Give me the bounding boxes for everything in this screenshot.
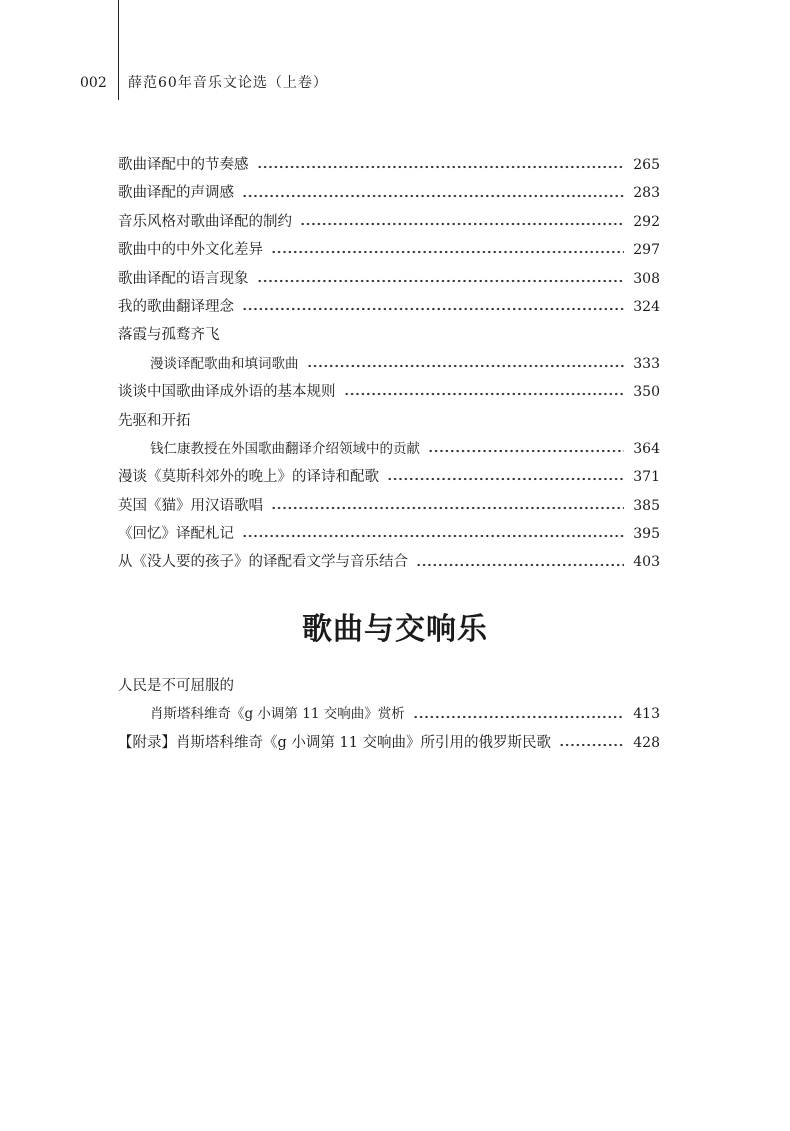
running-title: 薛范60年音乐文论选（上卷） [128, 75, 328, 91]
toc-entry[interactable] [118, 295, 660, 323]
toc-entry-page: 265 [633, 157, 660, 173]
toc-entry-title: 漫谈《莫斯科郊外的晚上》的译诗和配歌 [118, 469, 379, 486]
toc-leader-dots [257, 279, 625, 283]
toc-list-part2 [118, 674, 660, 759]
toc-entry-title: 我的歌曲翻译理念 [118, 298, 234, 315]
toc-entry-title: 漫谈译配歌曲和填词歌曲 [150, 355, 299, 372]
toc-entry[interactable] [118, 323, 660, 351]
toc-entry-title: 谈谈中国歌曲译成外语的基本规则 [118, 384, 336, 401]
page-number: 002 [80, 75, 107, 91]
toc-entry-title: 落霞与孤鹜齐飞 [118, 327, 220, 344]
toc-entry-page: 395 [633, 526, 660, 543]
toc-entry-page: 292 [633, 213, 660, 230]
toc-entry-page: 283 [633, 185, 660, 202]
toc-leader-dots [257, 165, 625, 169]
toc-entry-page: 403 [633, 554, 660, 571]
toc-leader-dots [242, 307, 624, 311]
toc-entry-title: 肖斯塔科维奇《g 小调第 11 交响曲》赏析 [150, 706, 405, 723]
toc-entry[interactable] [118, 380, 660, 408]
toc-entry-page: 308 [633, 270, 660, 287]
toc-leader-dots [413, 715, 624, 719]
toc-leader-dots [387, 477, 624, 481]
toc-entry[interactable] [118, 181, 660, 209]
toc-entry[interactable] [118, 702, 660, 730]
toc-entry[interactable] [118, 409, 660, 437]
toc-leader-dots [344, 392, 625, 396]
toc-list-part1 [118, 153, 660, 579]
toc-entry-title: 《回忆》译配札记 [118, 526, 234, 543]
toc-leader-dots [271, 250, 624, 254]
toc-entry-page: 364 [633, 440, 660, 457]
toc-entry[interactable] [118, 550, 660, 578]
toc-entry-title: 先驱和开拓 [118, 412, 191, 429]
header-vertical-rule [118, 0, 119, 100]
toc-entry-title: 歌曲译配的声调感 [118, 185, 234, 202]
toc-entry-title: 英国《猫》用汉语歌唱 [118, 497, 263, 514]
toc-entry-page: 350 [633, 384, 660, 401]
toc-entry[interactable] [118, 674, 660, 702]
toc-entry[interactable] [118, 522, 660, 550]
toc-leader-dots [559, 743, 624, 747]
toc-entry-page: 413 [633, 706, 660, 723]
toc-leader-dots [307, 364, 625, 368]
toc-entry[interactable] [118, 267, 660, 295]
toc-entry-title: 人民是不可屈服的 [118, 678, 234, 694]
toc-entry-page: 371 [633, 469, 660, 486]
toc-entry-page: 333 [633, 355, 660, 372]
toc-entry-page: 297 [633, 242, 660, 259]
section-title: 歌曲与交响乐 [302, 612, 488, 647]
toc-entry[interactable] [118, 494, 660, 522]
toc-entry-title: 歌曲中的中外文化差异 [118, 242, 263, 259]
toc-leader-dots [300, 222, 624, 226]
toc-entry-page: 385 [633, 497, 660, 514]
toc-leader-dots [242, 194, 624, 198]
toc-entry-title: 【附录】肖斯塔科维奇《g 小调第 11 交响曲》所引用的俄罗斯民歌 [118, 734, 552, 751]
toc-leader-dots [428, 449, 624, 453]
toc-entry[interactable] [118, 437, 660, 465]
toc-entry-title: 从《没人要的孩子》的译配看文学与音乐结合 [118, 554, 408, 571]
toc-entry-title: 歌曲译配中的节奏感 [118, 157, 249, 173]
toc-entry[interactable] [118, 352, 660, 380]
toc-entry[interactable] [118, 210, 660, 238]
toc-entry-title: 钱仁康教授在外国歌曲翻译介绍领域中的贡献 [150, 440, 420, 457]
toc-entry-title: 音乐风格对歌曲译配的制约 [118, 213, 292, 230]
toc-leader-dots [416, 563, 624, 567]
toc-entry[interactable] [118, 153, 660, 181]
toc-entry[interactable] [118, 465, 660, 493]
toc-entry-title: 歌曲译配的语言现象 [118, 270, 249, 287]
toc-leader-dots [271, 506, 624, 510]
toc-entry[interactable] [118, 731, 660, 759]
toc-entry-page: 428 [633, 734, 660, 751]
toc-entry[interactable] [118, 238, 660, 266]
toc-entry-page: 324 [633, 298, 660, 315]
toc-leader-dots [242, 534, 624, 538]
